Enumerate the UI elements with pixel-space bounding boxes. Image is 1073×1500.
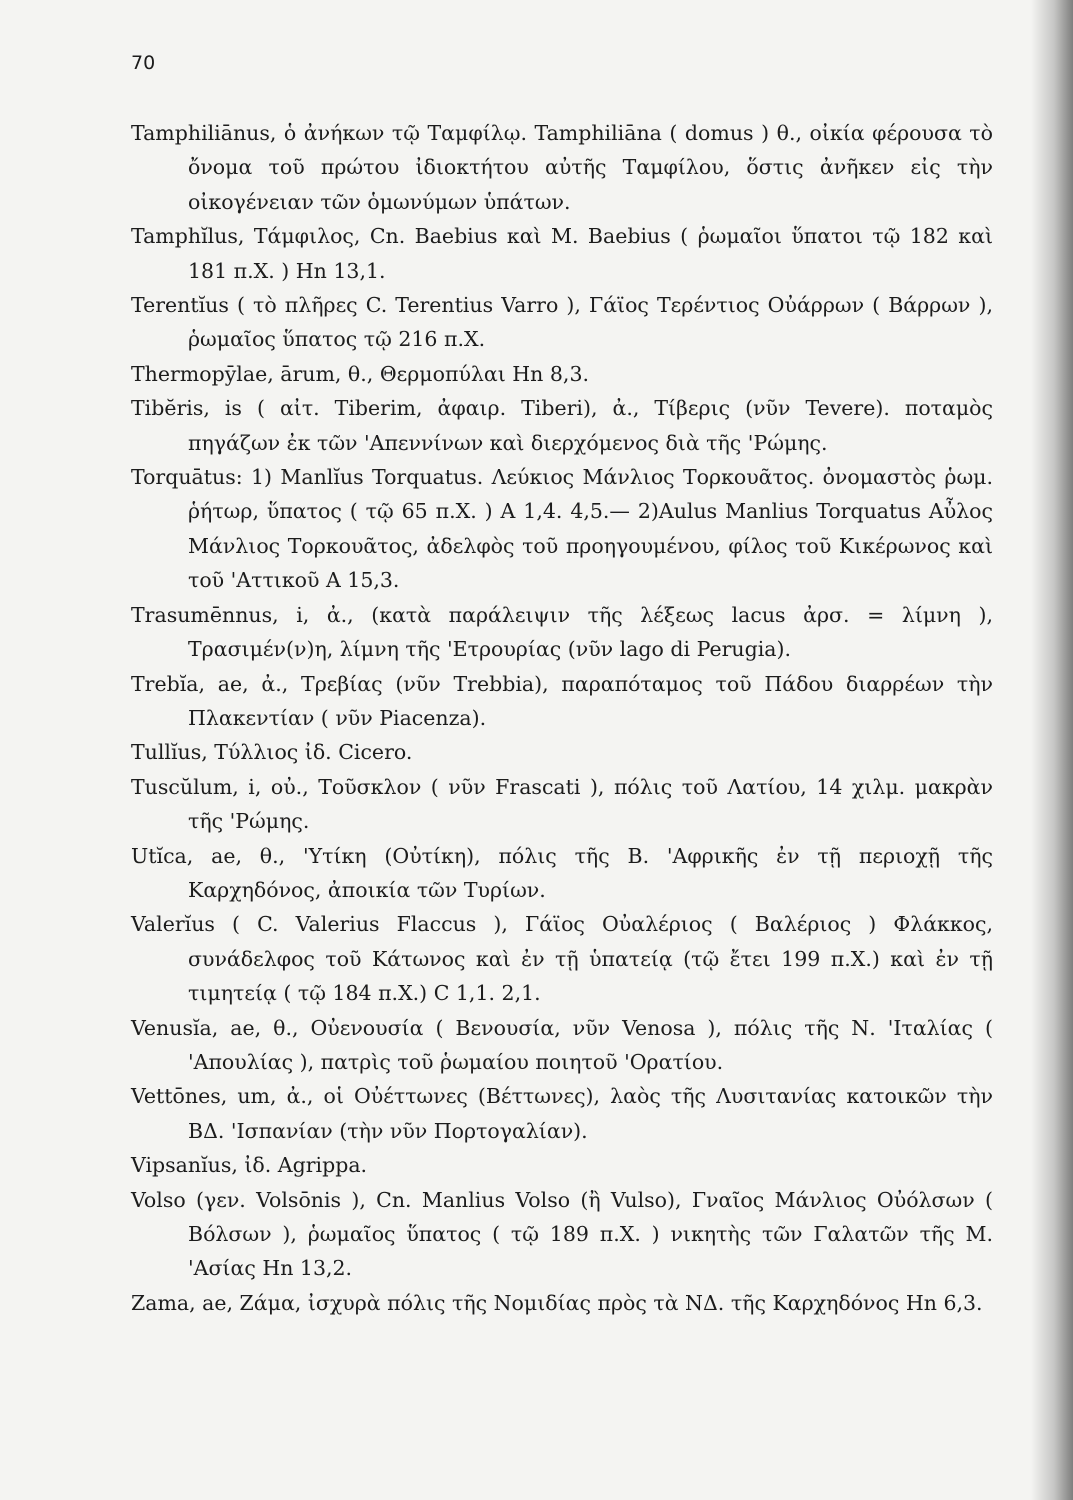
entry-trasumennus: Trasumēnnus, i, ἀ., (κατὰ παράλειψιν τῆς λέξεως lacus ἀρσ. = λίμνη ), Τρασιμέν(ν)η, λίμνη τῆς 'Ετρουρίας (νῦν lago di Perugia). xyxy=(131,602,993,662)
entry-venusia: Venusĭa, ae, θ., Οὐενουσία ( Βενουσία, νῦν Venosa ), πόλις τῆς Ν. 'Ιταλίας ( 'Απουλίας ), πατρὶς τοῦ ῥωμαίου ποιητοῦ 'Ορατίου. xyxy=(131,1015,993,1074)
page-binding-edge xyxy=(1031,0,1073,1500)
entry-tullius: Tullĭus, Τύλλιος ἰδ. Cicero. xyxy=(131,740,413,765)
entry-utica: Utĭca, ae, θ., 'Υτίκη (Οὐτίκη), πόλις τῆς Β. 'Αφρικῆς ἐν τῇ περιοχῇ τῆς Καρχηδόνος, ἀποικία τῶν Τυρίων. xyxy=(131,843,993,902)
entry-vipsanius: Vipsanĭus, ἰδ. Agrippa. xyxy=(131,1153,368,1178)
entry-tamphilus: Tamphĭlus, Τάμφιλος, Cn. Baebius καὶ M. Baebius ( ῥωμαῖοι ὕπατοι τῷ 182 καὶ 181 π.Χ. ) Hn 13,1. xyxy=(131,224,993,283)
entry-tiberis: Tibĕris, is ( αἰτ. Tiberim, ἀφαιρ. Tiberi), ἀ., Τίβερις (νῦν Tevere). ποταμὸς πηγάζων ἐκ τῶν 'Απεννίνων καὶ διερχόμενος διὰ τῆς 'Ρώμης. xyxy=(131,396,993,455)
entry-thermopylae: Thermopȳlae, ārum, θ., Θερμοπύλαι Hn 8,3. xyxy=(131,361,590,386)
entry-torquatus: Torquātus: 1) Manlĭus Torquatus. Λεύκιος Μάνλιος Τορκουᾶτος. ὀνομαστὸς ῥωμ. ῥήτωρ, ὕπατος ( τῷ 65 π.Χ. ) A 1,4. 4,5.— 2)Aulus Manlius Torquatus Αὖλος Μάνλιος Τορκουᾶτος, ἀδελφὸς τοῦ προηγουμένου, φίλος τοῦ Κικέρωνος καὶ τοῦ 'Αττικοῦ A 15,3. xyxy=(131,465,993,593)
page-number: 70 xyxy=(131,52,156,74)
entry-tamphilianus: Tamphiliānus, ὁ ἀνήκων τῷ Ταμφίλῳ. Tamphiliāna ( domus ) θ., οἰκία φέρουσα τὸ ὄνομα τοῦ πρώτου ἰδιοκτήτου αὐτῆς Ταμφίλου, ὅστις ἀνῆκεν εἰς τὴν οἰκογένειαν τῶν ὁμωνύμων ὑπάτων. xyxy=(131,121,993,214)
entry-tusculum: Tuscŭlum, i, οὐ., Τοῦσκλον ( νῦν Frascati ), πόλις τοῦ Λατίου, 14 χιλμ. μακρὰν τῆς 'Ρώμης. xyxy=(131,774,993,834)
entry-vettones: Vettōnes, um, ἀ., οἱ Οὐέττωνες (Βέττωνες), λαὸς τῆς Λυσιτανίας κατοικῶν τὴν ΒΔ. 'Ισπανίαν (τὴν νῦν Πορτογαλίαν). xyxy=(131,1084,993,1143)
glossary-entries xyxy=(131,116,993,1320)
entry-terentius: Terentĭus ( τὸ πλῆρες C. Terentius Varro ), Γάϊος Τερέντιος Οὐάρρων ( Βάρρων ), ῥωμαῖος ὕπατος τῷ 216 π.Χ. xyxy=(131,293,993,352)
entry-trebia: Trebĭa, ae, ἀ., Τρεβίας (νῦν Trebbia), παραπόταμος τοῦ Πάδου διαρρέων τὴν Πλακεντίαν ( νῦν Piacenza). xyxy=(131,671,993,730)
entry-volso: Volso (γεν. Volsōnis ), Cn. Manlius Volso (ἢ Vulso), Γναῖος Μάνλιος Οὐόλσων ( Βόλσων ), ῥωμαῖος ὕπατος ( τῷ 189 π.Χ. ) νικητὴς τῶν Γαλατῶν τῆς Μ. 'Ασίας Hn 13,2. xyxy=(131,1187,993,1281)
entry-valerius: Valerĭus ( C. Valerius Flaccus ), Γάϊος Οὐαλέριος ( Βαλέριος ) Φλάκκος, συνάδελφος τοῦ Κάτωνος καὶ ἐν τῇ ὑπατείᾳ (τῷ ἔτει 199 π.Χ.) καὶ ἐν τῇ τιμητείᾳ ( τῷ 184 π.Χ.) C 1,1. 2,1. xyxy=(131,912,993,1006)
entry-zama: Zama, ae, Ζάμα, ἰσχυρὰ πόλις τῆς Νομιδίας πρὸς τὰ ΝΔ. τῆς Καρχηδόνος Hn 6,3. xyxy=(131,1290,983,1315)
